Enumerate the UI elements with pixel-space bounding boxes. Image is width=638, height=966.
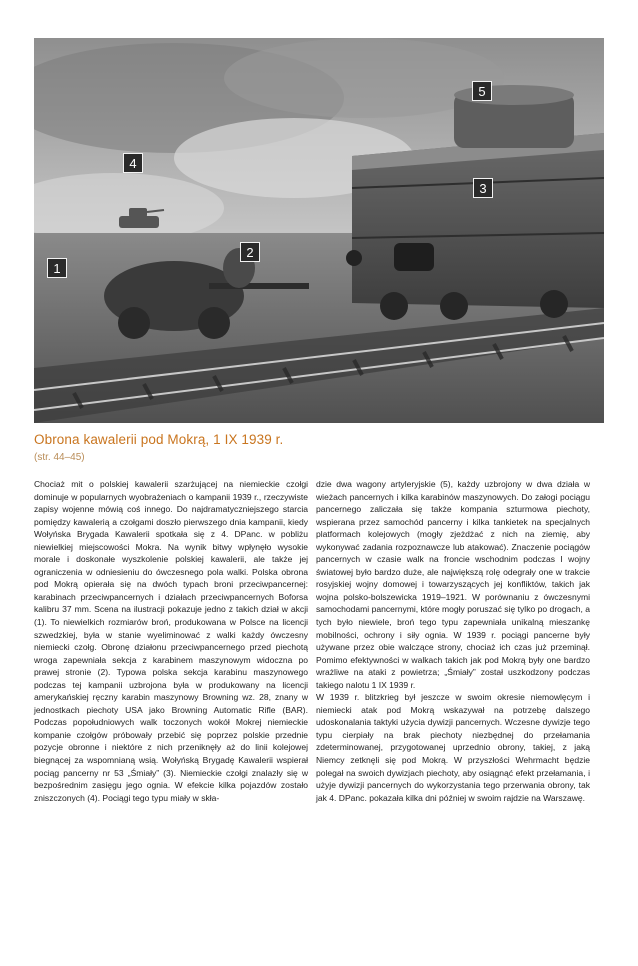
marker-3: 3 bbox=[473, 178, 493, 198]
body-column-right bbox=[316, 478, 590, 804]
body-column-left bbox=[34, 478, 308, 804]
marker-4: 4 bbox=[123, 153, 143, 173]
caption-title: Obrona kawalerii pod Mokrą, 1 IX 1939 r. bbox=[34, 432, 284, 447]
marker-1: 1 bbox=[47, 258, 67, 278]
battle-painting bbox=[34, 38, 604, 423]
battle-illustration bbox=[34, 38, 604, 423]
marker-2: 2 bbox=[240, 242, 260, 262]
body-paragraph: dzie dwa wagony artyleryjskie (5), każdy uzbrojony w dwa działa w wieżach pancernych i kilka karabinów maszynowych. Do załogi pociągu pancernego zaliczała się także kompania szturmowa piechoty, wspierana przez samochód pancerny i kilka tankietek na specjalnych platformach kolejowych (mogły zjeżdżać z nich na ziemię, aby wykonywać zadania rozpoznawcze lub atakować). Znaczenie pociągów pancernych w czasie walk na froncie wschodnim podczas I wojny światowej było bardzo duże, ale największą rolę odegrały one w trakcie rosyjskiej wojny domowej i towarzyszących jej konfliktów, takich jak wojna polsko-bolszewicka 1919–1921. W porównaniu z ówczesnymi samochodami pancernymi, które mogły poruszać się tylko po drogach, a tych było niewiele, broń tego typu zapewniała unikalną mieszankę mobilności, ochrony i siły ognia. W 1939 r. pociągi pancerne były używane przez obie walczące strony, chociaż ich czas już przeminął. Pomimo efektywności w walkach takich jak pod Mokrą były one bardzo wrażliwe na ataki z powietrza; „Śmiały” został uszkodzony podczas takiego nalotu 1 IX 1939 r. bbox=[316, 479, 590, 690]
marker-5: 5 bbox=[472, 81, 492, 101]
body-paragraph: Chociaż mit o polskiej kawalerii szarżującej na niemieckie czołgi dominuje w popularnych wyobrażeniach o kampanii 1939 r., rzeczywiste zapisy wojenne mówią coś innego. Do najdramatyczniejszego starcia pomiędzy kawalerią a czołgami doszło pierwszego dnia kampanii, kiedy Wołyńska Brygada Kawalerii spotkała się z 4. DPanc. w pobliżu niewielkiej miejscowości Mokra. Na wynik bitwy wpłynęło wysokie morale i doskonałe wyszkolenie polskiej kawalerii, ale także jej ograniczenia w odniesieniu do ówczesnego pola walki. Polska obrona pod Mokrą opierała się na dwóch typach broni przeciwpancernej: karabinach przeciwpancernych i działach przeciwpancernych Boforsa kalibru 37 mm. Scena na ilustracji pokazuje jedno z takich dział w akcji (1). To niewielkich rozmiarów broń, produkowana w Polsce na licencji szwedzkiej, była w stanie wyeliminować z walki każdy ówczesny niemiecki czołg. Obronę działonu przeciwpancernego przed piechotą wroga zapewniała sekcja z karabinem maszynowym widoczna po prawej stronie (2). Typowa polska sekcja karabinu maszynowego podczas tej kampanii uzbrojona była w produkowany na licencji amerykańskiej ręczny karabin maszynowy Browning wz. 28, znany w jednostkach piechoty USA jako Browning Automatic Rifle (BAR). Podczas popołudniowych walk toczonych wokół Mokrej niemieckie kompanie czołgów próbowały przebić się poprzez polskie przednie pozycje obronne i niektóre z nich przeniknęły aż do linii kolejowej biegnącej za wspomnianą wsią. Wołyńską Brygadę Kawalerii wspierał pociąg pancerny nr 53 „Śmiały” (3). Niemieckie czołgi znalazły się w bezpośrednim zasięgu jego ognia. W efekcie kilka pojazdów zostało zniszczonych (4). Pociągi tego typu miały w skła- bbox=[34, 479, 308, 803]
body-paragraph: W 1939 r. blitzkrieg był jeszcze w swoim okresie niemowlęcym i niemiecki atak pod Mokrą wskazywał na potrzebę dalszego udoskonalania taktyki użycia dywizji pancernych. Wczesne dywizje tego typu cierpiały na brak piechoty niezbędnej do przełamania zdeterminowanej, przygotowanej uprzednio obrony, takiej, z jaką Niemcy zetknęli się pod Mokrą. W przyszłości Wehrmacht będzie polegał na swoich dywizjach piechoty, aby osiągnąć efekt przełamania, i użyje dywizji pancernych do wykorzystania tego przerwania obrony, tak jak 4. DPanc. pokazała kilka dni później w swoim rajdzie na Warszawę. bbox=[316, 692, 590, 803]
caption-page-ref: (str. 44–45) bbox=[34, 452, 85, 463]
